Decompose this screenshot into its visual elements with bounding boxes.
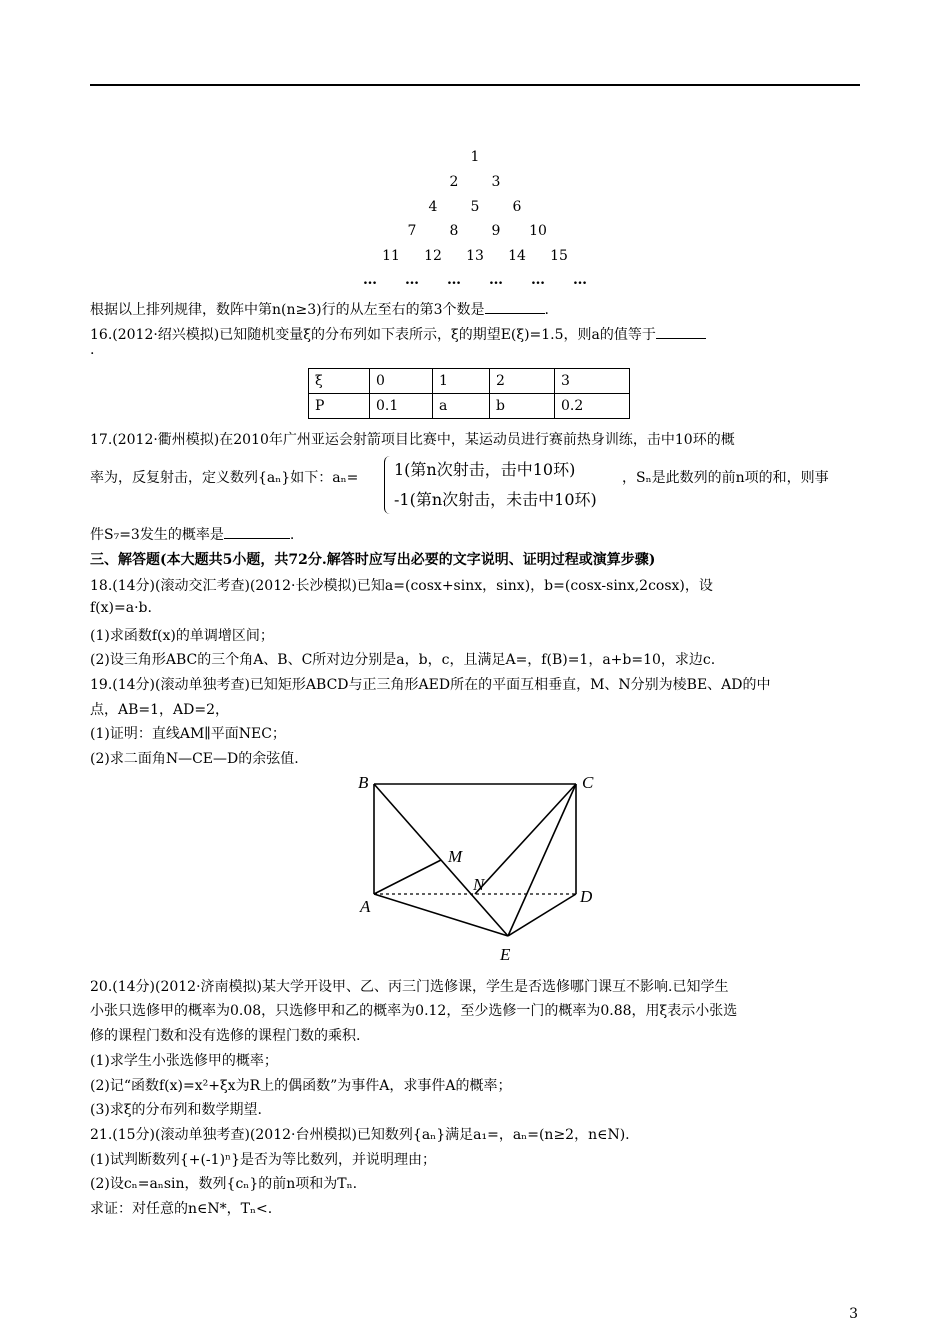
q21-line2: (1)试判断数列{+(-1)ⁿ}是否为等比数列，并说明理由； [90, 1152, 436, 1168]
q18-line4: (2)设三角形ABC的三个角A、B、C所对边分别是a，b，c，且满足A=，f(B)=1，a+b=10，求边c. [90, 652, 716, 668]
label-A: A [360, 897, 371, 916]
q17-line3: 件S₇=3发生的概率是 . [90, 527, 295, 543]
q18-line1: 18.(14分)(滚动交汇考查)(2012·长沙模拟)已知a=(cosx+sinx，sinx)，b=(cosx-sinx,2cosx)，设 [90, 578, 713, 594]
triangle-row-2: 2 3 [449, 174, 501, 190]
page-number: 3 [849, 1306, 858, 1322]
q17-line2b: ，Sₙ是此数列的前n项的和，则事 [622, 470, 829, 486]
label-N: N [473, 875, 485, 894]
label-B: B [358, 773, 369, 792]
q17-line1: 17.(2012·衢州模拟)在2010年广州亚运会射箭项目比赛中，某运动员进行赛前热身训练，击中10环的概 [90, 432, 735, 448]
section-3-heading: 三、解答题(本大题共5小题，共72分.解答时应写出必要的文字说明、证明过程或演算步骤) [90, 552, 656, 568]
q16-dot: . [90, 342, 95, 358]
label-D: D [580, 887, 593, 906]
q18-line3: (1)求函数f(x)的单调增区间； [90, 628, 274, 644]
triangle-row-3: 4 5 6 [428, 199, 522, 215]
header-rule [90, 84, 860, 86]
triangle-row-1: 1 [470, 149, 480, 165]
q20-line3: 修的课程门数和没有选修的课程门数的乘积. [90, 1028, 361, 1044]
q19-line1: 19.(14分)(滚动单独考查)已知矩形ABCD与正三角形AED所在的平面互相垂直，M、N分别为棱BE、AD的中 [90, 677, 771, 693]
triangle-row-4: 7 8 9 10 [407, 223, 547, 239]
q19-line4: (2)求二面角N—CE—D的余弦值. [90, 751, 299, 767]
label-C: C [582, 773, 594, 792]
label-M: M [448, 847, 463, 866]
case-2: -1(第n次射击，未击中10环) [394, 490, 597, 509]
q19-line3: (1)证明：直线AM∥平面NEC； [90, 726, 286, 742]
q20-line4: (1)求学生小张选修甲的概率； [90, 1053, 278, 1069]
q21-line3: (2)设cₙ=aₙsin，数列{cₙ}的前n项和为Tₙ. [90, 1176, 358, 1192]
triangle-row-5: 11 12 13 14 15 [382, 248, 568, 264]
geometry-figure [340, 770, 610, 970]
q21-line4: 求证：对任意的n∈N*，Tₙ<. [90, 1201, 273, 1217]
q20-line1: 20.(14分)(2012·济南模拟)某大学开设甲、乙、丙三门选修课，学生是否选修哪门课互不影响.已知学生 [90, 979, 729, 995]
q20-line5: (2)记“函数f(x)=x²+ξx为R上的偶函数”为事件A，求事件A的概率； [90, 1078, 512, 1094]
q21-line1: 21.(15分)(滚动单独考查)(2012·台州模拟)已知数列{aₙ}满足a₁=，aₙ=(n≥2，n∈N). [90, 1127, 630, 1143]
q18-line2: f(x)=a·b. [90, 600, 152, 616]
q20-line2: 小张只选修甲的概率为0.08，只选修甲和乙的概率为0.12，至少选修一门的概率为0.88，用ξ表示小张选 [90, 1003, 738, 1019]
case-brace [384, 456, 393, 514]
q20-line6: (3)求ξ的分布列和数学期望. [90, 1102, 262, 1118]
triangle-row-6: … … … … … … [363, 272, 587, 288]
case-1: 1(第n次射击，击中10环) [394, 460, 576, 479]
q17-line2a: 率为，反复射击，定义数列{aₙ}如下：aₙ= [90, 470, 359, 486]
q15-text: 根据以上排列规律，数阵中第n(n≥3)行的从左至右的第3个数是 . [90, 302, 549, 318]
distribution-table: ξ 0 1 2 3 P 0.1 a b 0.2 [308, 368, 630, 419]
q19-line2: 点，AB=1，AD=2， [90, 702, 230, 718]
q16-text: 16.(2012·绍兴模拟)已知随机变量ξ的分布列如下表所示，ξ的期望E(ξ)=1.5，则a的值等于 [90, 324, 706, 344]
label-E: E [500, 945, 511, 964]
